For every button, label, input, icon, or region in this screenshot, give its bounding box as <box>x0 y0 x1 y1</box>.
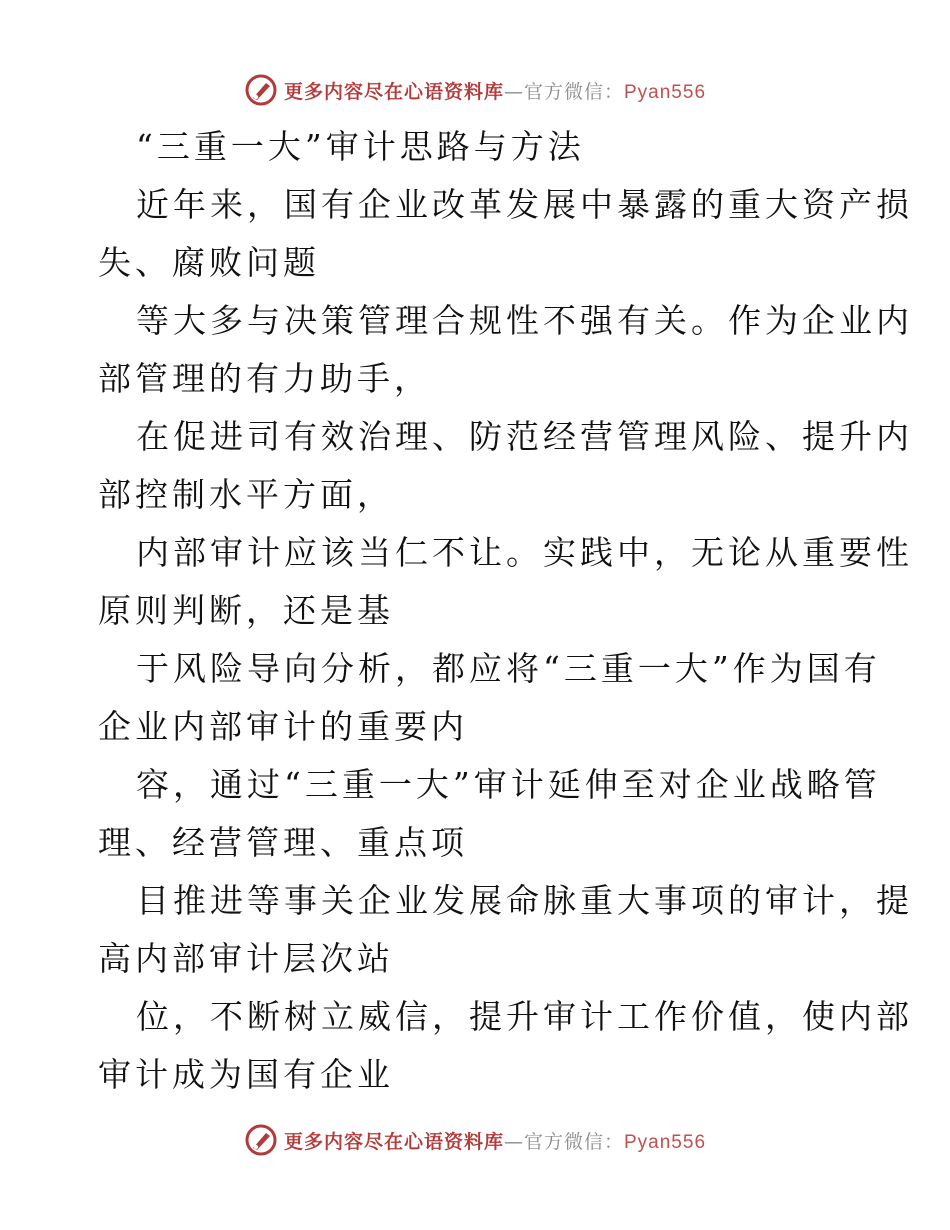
pen-circle-logo-icon <box>244 73 278 107</box>
footer-banner-account: Pyan556 <box>624 1131 707 1153</box>
paragraph-line: 失、腐败问题 <box>98 243 320 282</box>
pen-circle-logo-icon <box>244 1123 278 1157</box>
paragraph-line: 部控制水平方面， <box>98 475 394 514</box>
paragraph-line: 近年来，国有企业改革发展中暴露的重大资产损 <box>136 185 913 224</box>
footer-banner-text <box>284 1127 706 1154</box>
paragraph-line: 原则判断，还是基 <box>98 591 394 630</box>
header-banner-account: Pyan556 <box>624 81 707 103</box>
paragraph-line: 位，不断树立威信，提升审计工作价值，使内部 <box>136 997 913 1036</box>
paragraph-4 <box>98 524 913 640</box>
document-title: “三重一大”审计思路与方法 <box>136 127 585 166</box>
paragraph-line: 内部审计应该当仁不让。实践中，无论从重要性 <box>136 533 913 572</box>
paragraph-6 <box>98 756 881 872</box>
paragraph-2 <box>98 292 913 408</box>
footer-banner-wechat: 官方微信： <box>523 1130 624 1153</box>
paragraph-line: 等大多与决策管理合规性不强有关。作为企业内 <box>136 301 913 340</box>
footer-banner-main: 更多内容尽在心语资料库 <box>283 1130 504 1153</box>
paragraph-line: 理、经营管理、重点项 <box>98 823 468 862</box>
document-body <box>98 118 913 1104</box>
paragraph-line: 审计成为国有企业 <box>98 1055 394 1094</box>
paragraph-8 <box>98 988 913 1104</box>
paragraph-1 <box>98 176 913 292</box>
header-banner-text <box>284 77 706 104</box>
header-banner-main: 更多内容尽在心语资料库 <box>283 80 504 103</box>
paragraph-line: 部管理的有力助手， <box>98 359 431 398</box>
paragraph-3 <box>98 408 913 524</box>
header-banner <box>0 70 950 110</box>
paragraph-line: 容，通过“三重一大”审计延伸至对企业战略管 <box>136 765 881 804</box>
paragraph-line: 企业内部审计的重要内 <box>98 707 468 746</box>
paragraph-7 <box>98 872 913 988</box>
paragraph-line: 高内部审计层次站 <box>98 939 394 978</box>
paragraph-line: 在促进司有效治理、防范经营管理风险、提升内 <box>136 417 913 456</box>
header-banner-wechat: 官方微信： <box>523 80 624 103</box>
header-banner-dash: — <box>503 80 524 103</box>
paragraph-5 <box>98 640 881 756</box>
footer-banner <box>0 1120 950 1160</box>
paragraph-line: 目推进等事关企业发展命脉重大事项的审计，提 <box>136 881 913 920</box>
paragraph-line: 于风险导向分析，都应将“三重一大”作为国有 <box>136 649 881 688</box>
footer-banner-dash: — <box>503 1130 524 1153</box>
